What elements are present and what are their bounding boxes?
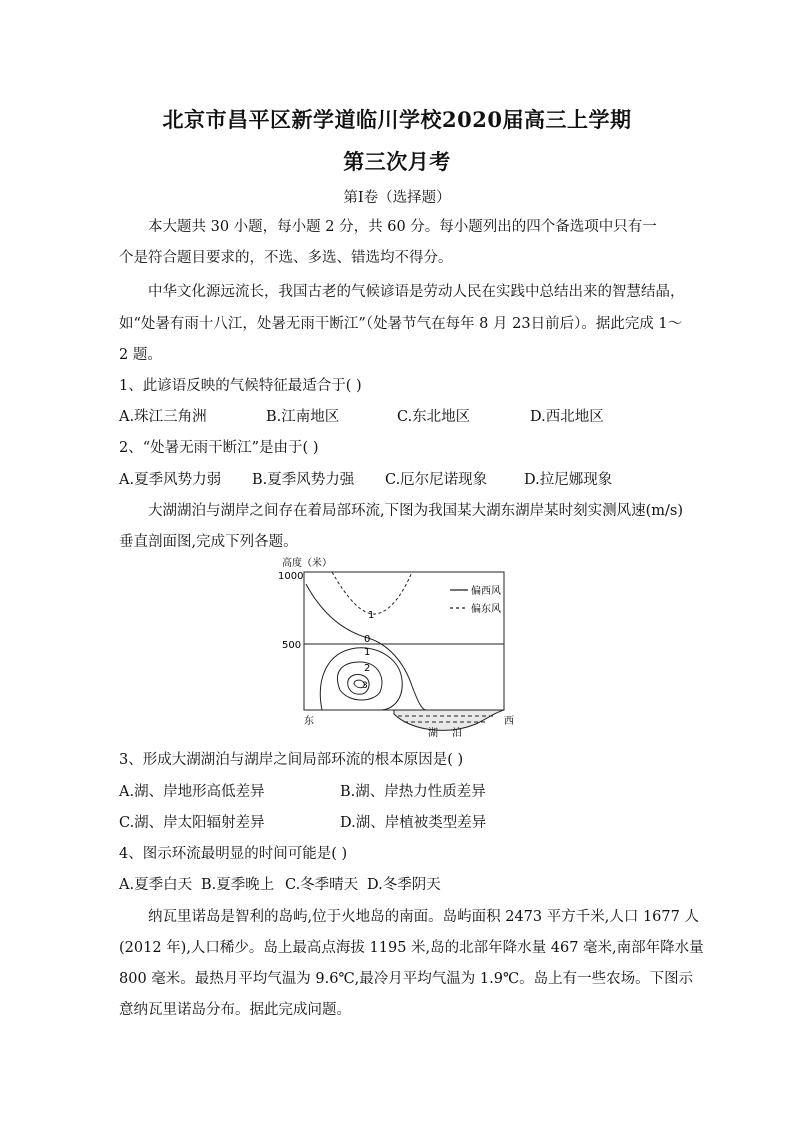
west-label: 西 <box>504 716 514 727</box>
option-b: B.夏季晚上 <box>201 877 275 893</box>
option-c: C.湖、岸太阳辐射差异 <box>119 815 265 831</box>
option-c: C.厄尔尼诺现象 <box>385 472 488 488</box>
label-3: 3 <box>362 681 368 691</box>
east-label: 东 <box>304 716 314 727</box>
option-a: A.夏季白天 <box>119 877 193 893</box>
option-d: D.冬季阴天 <box>367 877 441 893</box>
lake-basin <box>394 710 504 730</box>
section-heading: 第Ⅰ卷（选择题） <box>343 190 451 206</box>
passage-line: 2 题。 <box>119 347 162 363</box>
option-b: B.夏季风势力强 <box>252 472 355 488</box>
option-a: A.珠江三角洲 <box>119 409 207 425</box>
page-title-line2: 第三次月考 <box>343 149 451 174</box>
option-d: D.湖、岸植被类型差异 <box>340 815 487 831</box>
option-c: C.东北地区 <box>397 409 471 425</box>
tick-500: 500 <box>282 640 302 651</box>
label-0: 0 <box>364 634 371 645</box>
passage-line: 中华文化源远流长，我国古老的气候谚语是劳动人民在实践中总结出来的智慧结晶， <box>148 284 685 300</box>
passage-line: 如“处暑有雨十八江，处暑无雨干断江”（处暑节气在每年 8 月 23日前后）。据此完成 1～ <box>119 316 683 332</box>
label-1: 1 <box>364 647 371 658</box>
passage-line: 垂直剖面图,完成下列各题。 <box>119 534 298 550</box>
option-b: B.湖、岸热力性质差异 <box>340 784 486 800</box>
question-stem: 4、图示环流最明显的时间可能是( ) <box>119 846 348 862</box>
passage-line: 大湖湖泊与湖岸之间存在着局部环流,下图为我国某大湖东湖岸某时刻实测风速(m/s) <box>148 503 683 519</box>
passage-line: 800 毫米。最热月平均气温为 9.6℃,最冷月平均气温为 1.9℃。岛上有一些农场。下图示 <box>119 971 694 987</box>
lake-label: 湖 <box>428 728 438 739</box>
option-d: D.西北地区 <box>530 409 604 425</box>
passage-line: (2012 年),人口稀少。岛上最高点海拔 1195 米,岛的北部年降水量 467 毫米,南部年降水量 <box>119 940 704 956</box>
intro-line: 本大题共 30 小题，每小题 2 分，共 60 分。每小题列出的四个备选项中只有一 <box>148 219 657 235</box>
question-stem: 2、“处暑无雨干断江”是由于( ) <box>119 440 319 456</box>
label-dashed-1: 1 <box>368 610 375 621</box>
page-title: 北京市昌平区新学道临川学校2020届高三上学期 <box>162 107 632 132</box>
question-stem: 3、形成大湖湖泊与湖岸之间局部环流的根本原因是( ) <box>119 752 464 768</box>
wind-profile-figure <box>270 552 526 742</box>
easterly-contour <box>332 572 412 614</box>
passage-line: 纳瓦里诺岛是智利的岛屿,位于火地岛的南面。岛屿面积 2473 平方千米,人口 1677 人 <box>148 909 699 925</box>
contour-1 <box>320 648 402 710</box>
legend-easterly: 偏东风 <box>471 604 501 615</box>
option-c: C.冬季晴天 <box>285 877 359 893</box>
lake-label-2: 泊 <box>452 728 462 739</box>
option-b: B.江南地区 <box>266 409 340 425</box>
label-2: 2 <box>364 663 371 674</box>
tick-1000: 1000 <box>278 571 304 582</box>
option-a: A.湖、岸地形高低差异 <box>119 784 265 800</box>
option-d: D.拉尼娜现象 <box>524 472 613 488</box>
legend-westerly: 偏西风 <box>471 586 501 597</box>
passage-line: 意纳瓦里诺岛分布。据此完成问题。 <box>119 1002 351 1018</box>
option-a: A.夏季风势力弱 <box>119 472 222 488</box>
y-axis-label: 高度（米） <box>282 558 332 569</box>
question-stem: 1、此谚语反映的气候特征最适合于( ) <box>119 378 362 394</box>
intro-line: 个是符合题目要求的，不选、多选、错选均不得分。 <box>119 250 453 266</box>
